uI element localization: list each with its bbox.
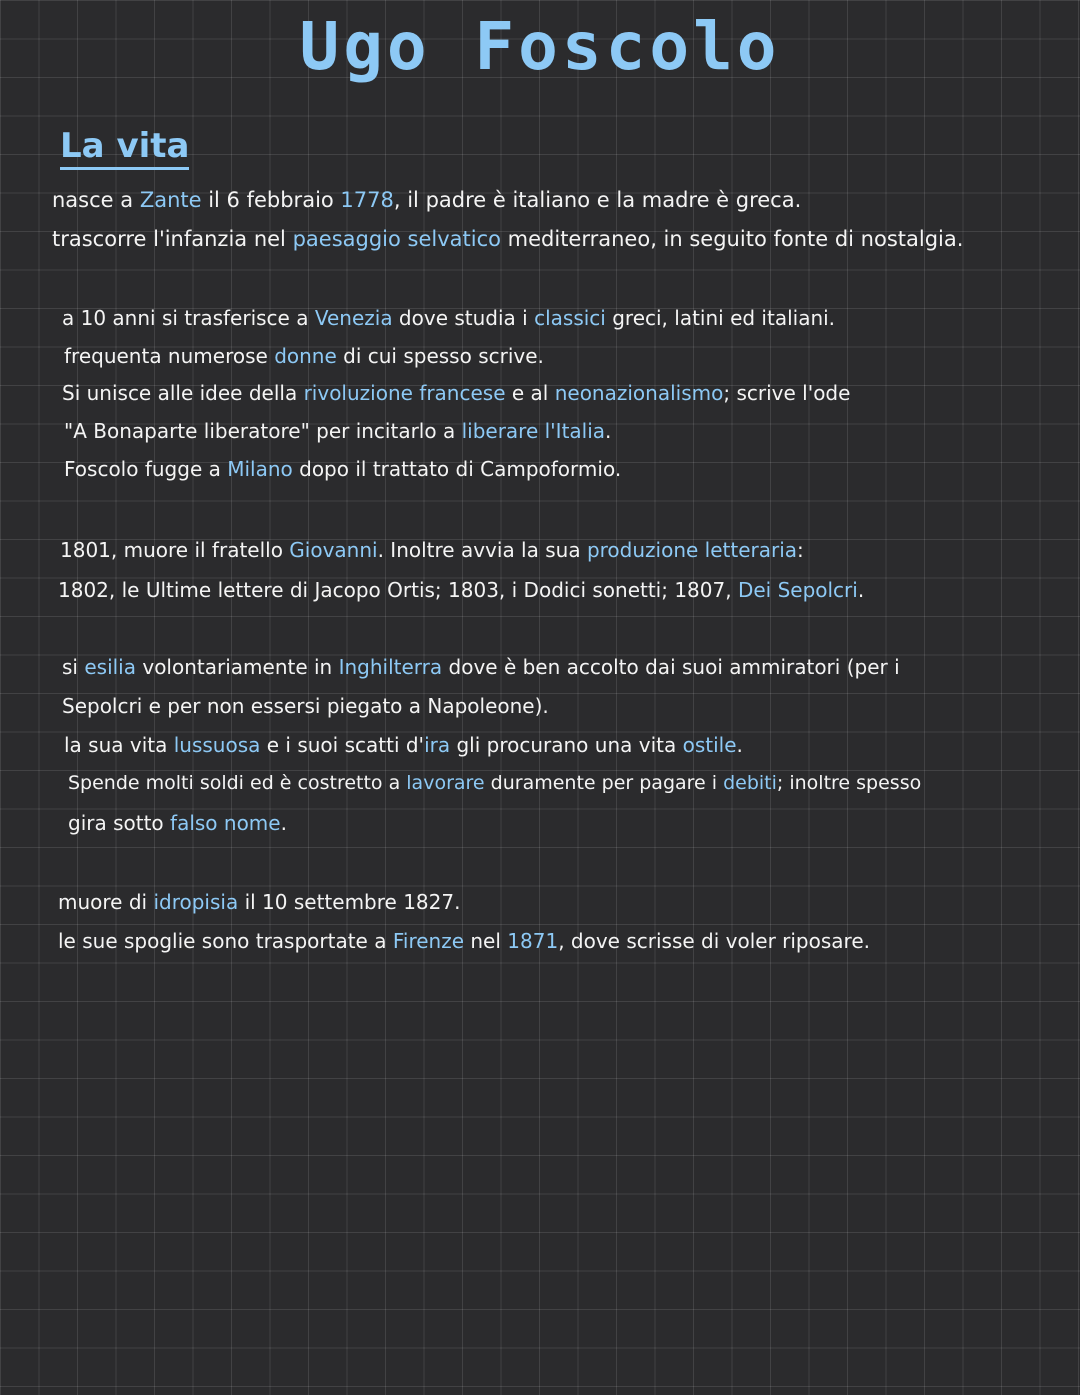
text-line	[64, 346, 544, 366]
text-segment: ; scrive l'ode	[723, 381, 851, 405]
text-line	[64, 421, 611, 441]
text-segment: e al	[505, 381, 555, 405]
text-line	[62, 308, 835, 328]
text-segment: .	[736, 733, 743, 757]
text-segment: di cui spesso scrive.	[336, 344, 544, 368]
text-segment: 1802, le Ultime lettere di Jacopo Ortis; 1803, i Dodici sonetti; 1807,	[58, 578, 738, 602]
text-segment: frequenta numerose	[64, 344, 275, 368]
highlighted-term: donne	[274, 344, 337, 368]
text-segment: .	[857, 578, 865, 602]
text-line	[64, 459, 621, 479]
text-segment: le sue spoglie sono trasportate a	[58, 929, 393, 953]
text-segment: nel	[464, 929, 508, 953]
text-segment: .	[605, 419, 612, 443]
text-segment: e i suoi scatti d'	[260, 733, 425, 757]
text-segment: dove è ben accolto dai suoi ammiratori (per i	[442, 655, 900, 679]
text-line	[58, 931, 870, 951]
text-segment: Sepolcri e per non essersi piegato a Napoleone).	[62, 694, 549, 718]
highlighted-term: debiti	[723, 772, 777, 794]
text-line	[62, 383, 850, 403]
highlighted-term: Dei Sepolcri	[737, 578, 858, 602]
text-segment: si	[62, 655, 85, 679]
text-line	[52, 229, 963, 250]
text-line	[64, 735, 743, 755]
highlighted-term: lavorare	[406, 772, 485, 794]
text-segment: mediterraneo, in seguito fonte di nostalgia.	[500, 227, 964, 251]
text-segment: Spende molti soldi ed è costretto a	[68, 772, 407, 794]
highlighted-term: ostile	[682, 733, 737, 757]
section-heading: La vita	[60, 128, 189, 170]
highlighted-term: falso nome	[170, 811, 281, 835]
highlighted-term: classici	[534, 306, 606, 330]
text-segment: a 10 anni si trasferisce a	[62, 306, 315, 330]
page-title: Ugo Foscolo	[299, 8, 781, 85]
text-segment: , dove scrisse di voler riposare.	[558, 929, 870, 953]
text-line	[62, 657, 900, 677]
text-segment: volontariamente in	[136, 655, 339, 679]
text-segment: :	[797, 538, 804, 562]
highlighted-term: neonazionalismo	[554, 381, 724, 405]
highlighted-term: lussuosa	[173, 733, 261, 757]
text-line	[58, 580, 864, 600]
text-line	[58, 892, 460, 912]
text-line	[52, 190, 801, 211]
highlighted-term: paesaggio selvatico	[292, 227, 501, 251]
highlighted-term: 1778	[340, 188, 394, 212]
text-segment: dopo il trattato di Campoformio.	[292, 457, 622, 481]
text-line	[68, 774, 921, 793]
text-segment: greci, latini ed italiani.	[605, 306, 836, 330]
text-segment: "A Bonaparte liberatore" per incitarlo a	[64, 419, 462, 443]
highlighted-term: liberare l'Italia	[461, 419, 606, 443]
highlighted-term: Milano	[227, 457, 293, 481]
text-segment: .	[280, 811, 287, 835]
text-segment: il 6 febbraio	[201, 188, 341, 212]
text-line	[60, 540, 804, 560]
text-segment: nasce a	[52, 188, 140, 212]
text-segment: gli procurano una vita	[450, 733, 683, 757]
text-segment: duramente per pagare i	[484, 772, 724, 794]
highlighted-term: Venezia	[314, 306, 393, 330]
highlighted-term: ira	[424, 733, 451, 757]
highlighted-term: esilia	[84, 655, 136, 679]
highlighted-term: rivoluzione francese	[303, 381, 506, 405]
text-segment: Foscolo fugge a	[64, 457, 228, 481]
highlighted-term: Inghilterra	[338, 655, 443, 679]
highlighted-term: 1871	[507, 929, 559, 953]
text-segment: . Inoltre avvia la sua	[377, 538, 587, 562]
highlighted-term: Giovanni	[289, 538, 378, 562]
highlighted-term: idropisia	[153, 890, 239, 914]
text-segment: dove studia i	[392, 306, 535, 330]
text-segment: 1801, muore il fratello	[60, 538, 290, 562]
text-segment: Si unisce alle idee della	[62, 381, 304, 405]
text-segment: il 10 settembre 1827.	[238, 890, 461, 914]
text-segment: muore di	[58, 890, 154, 914]
text-segment: la sua vita	[64, 733, 174, 757]
text-segment: trascorre l'infanzia nel	[52, 227, 293, 251]
highlighted-term: Zante	[139, 188, 202, 212]
highlighted-term: Firenze	[392, 929, 465, 953]
text-line	[62, 696, 549, 716]
text-segment: , il padre è italiano e la madre è greca.	[393, 188, 802, 212]
text-segment: gira sotto	[68, 811, 171, 835]
text-line	[68, 813, 287, 833]
text-segment: ; inoltre spesso	[776, 772, 922, 794]
highlighted-term: produzione letteraria	[586, 538, 798, 562]
